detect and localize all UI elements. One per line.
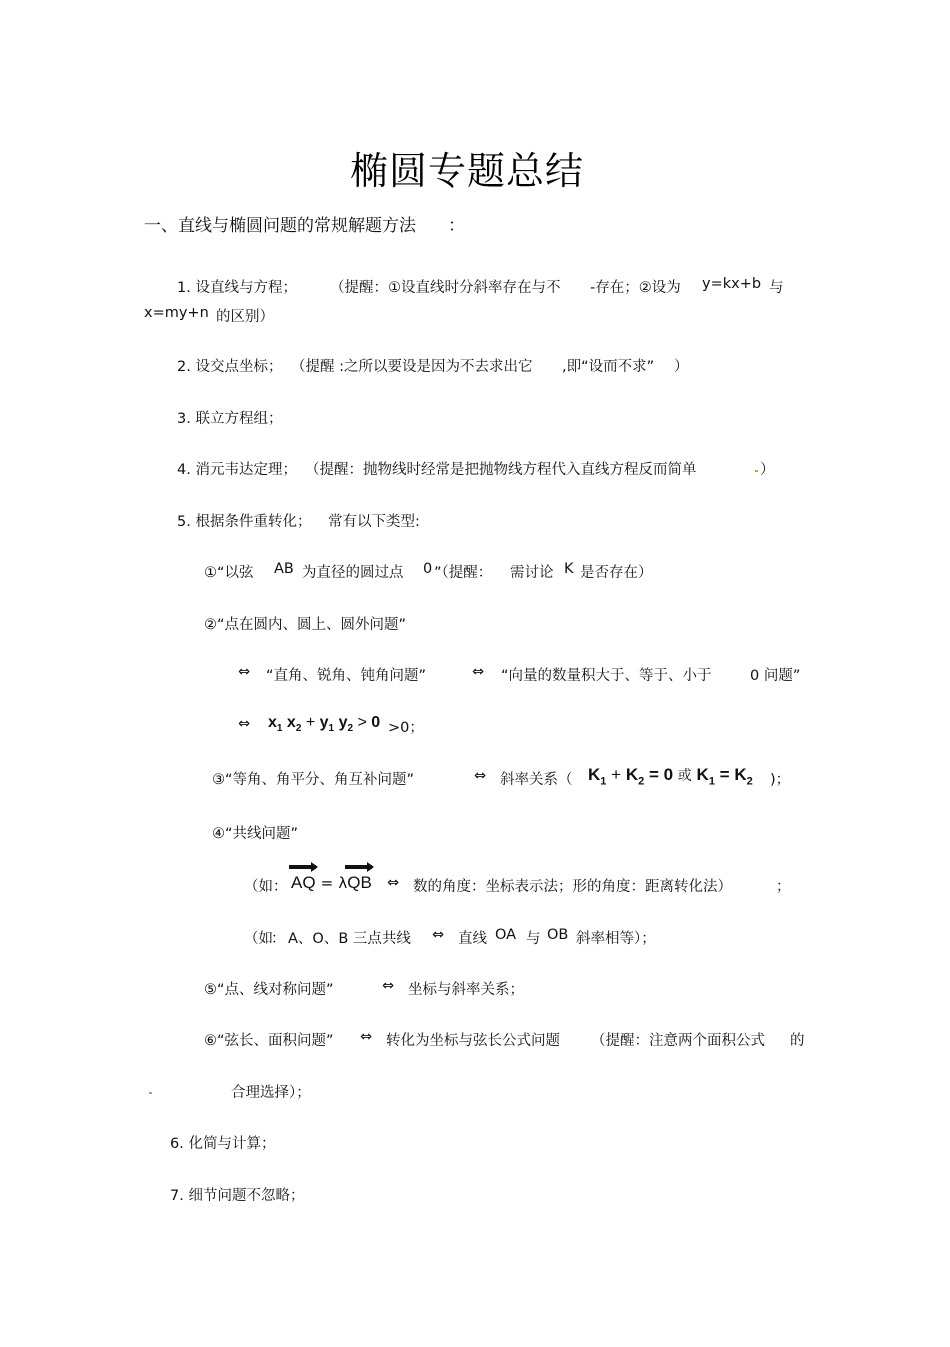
case-5-b: 坐标与斜率关系； xyxy=(408,982,524,998)
case-3-slope: 斜率关系（ xyxy=(500,772,573,788)
case-4b-d: 与 xyxy=(526,931,541,947)
step-1-note-2: -存在；②设为 xyxy=(590,280,681,296)
iff-symbol: ⇔ xyxy=(387,875,400,891)
slope-formula: $K_1 + K_2 = 0$ 或 $K_1 = K_2$ xyxy=(588,765,753,788)
case-1-e: ”（提醒： xyxy=(434,565,493,581)
step-2-close: ） xyxy=(674,359,689,375)
vector-aq: AQ xyxy=(291,873,316,893)
case-2a-text-2: “向量的数量积大于、等于、小于 xyxy=(501,668,712,684)
case-3-text: ③“等角、角平分、角互补问题” xyxy=(212,772,415,788)
case-1-c: 为直径的圆过点 xyxy=(302,565,404,581)
step-2-note-2: ,即“设而不求” xyxy=(562,359,655,375)
page-title: 椭圆专题总结 xyxy=(350,149,585,193)
case-6-continued: 合理选择）； xyxy=(231,1085,311,1101)
stray-dot xyxy=(755,470,758,472)
case-4b-e: OB xyxy=(547,927,569,943)
step-2-note: （提醒 :之所以要设是因为不去求出它 xyxy=(291,359,533,375)
case-4b-colon: ： xyxy=(271,931,286,947)
dot-product-formula: $x_1$ $x_2 + y_1$ $y_2 > 0$ xyxy=(268,714,381,735)
case-6-b: 转化为坐标与弦长公式问题 xyxy=(386,1033,560,1049)
case-4b-text: A、O、B 三点共线 xyxy=(288,931,411,947)
case-1-b: AB xyxy=(274,561,294,577)
step-1-tail: 的区别） xyxy=(216,309,274,325)
step-1-note: （提醒：①设直线时分斜率存在与不 xyxy=(330,280,561,296)
section-heading: 一、直线与椭圆问题的常规解题方法 xyxy=(144,216,416,236)
step-5-label: 5. 根据条件重转化； xyxy=(177,514,312,530)
formula-tail: >0； xyxy=(388,720,424,736)
step-4-close: ） xyxy=(760,462,775,478)
vector-qb: QB xyxy=(347,873,372,893)
case-2a-text-3: 0 问题” xyxy=(750,668,801,684)
case-6-text: ⑥“弦长、面积问题” xyxy=(204,1033,334,1049)
step-2-label: 2. 设交点坐标； xyxy=(177,359,283,375)
lambda-symbol: λ xyxy=(338,874,348,892)
iff-symbol: ⇔ xyxy=(432,927,445,943)
case-4b-b: 直线 xyxy=(458,931,487,947)
case-1-f: 需讨论 xyxy=(510,565,554,581)
case-2a-text: “直角、锐角、钝角问题” xyxy=(266,668,427,684)
case-2: ②“点在圆内、圆上、圆外问题” xyxy=(204,617,407,633)
iff-symbol: ⇔ xyxy=(472,664,485,680)
step-4-note: （提醒：抛物线时经常是把抛物线方程代入直线方程反而简单 xyxy=(305,462,697,478)
case-5-text: ⑤“点、线对称问题” xyxy=(204,982,334,998)
iff-symbol: ⇔ xyxy=(360,1029,373,1045)
case-1-g: K xyxy=(564,561,574,577)
vector-equation: AQ = λ QB xyxy=(291,873,372,893)
case-4a-open: （如： xyxy=(244,879,288,895)
step-6: 6. 化简与计算； xyxy=(170,1136,276,1152)
step-3: 3. 联立方程组； xyxy=(177,411,283,427)
case-1-a: ①“以弦 xyxy=(204,565,254,581)
case-1-h: 是否存在） xyxy=(580,565,653,581)
step-1-label: 1. 设直线与方程； xyxy=(177,280,297,296)
step-5-note: 常有以下类型: xyxy=(328,514,420,530)
iff-symbol: ⇔ xyxy=(238,716,251,732)
case-4b-open: （如 xyxy=(244,931,273,947)
case-3-close: )； xyxy=(770,772,791,788)
step-7: 7. 细节问题不忽略； xyxy=(170,1188,305,1204)
case-4: ④“共线问题” xyxy=(212,826,299,842)
case-4b-f: 斜率相等）； xyxy=(576,931,656,947)
case-6-d: 的 xyxy=(790,1033,805,1049)
step-4-label: 4. 消元韦达定理； xyxy=(177,462,297,478)
iff-symbol: ⇔ xyxy=(382,978,395,994)
case-4b-c: OA xyxy=(495,927,517,943)
iff-symbol: ⇔ xyxy=(474,768,487,784)
case-6-c: （提醒：注意两个面积公式 xyxy=(591,1033,765,1049)
case-4a-semi: ； xyxy=(776,879,791,895)
iff-symbol: ⇔ xyxy=(238,664,251,680)
step-1-formula-1: y=kx+b xyxy=(702,276,762,292)
section-heading-colon: ： xyxy=(448,216,465,236)
step-1-formula-2: x=my+n xyxy=(144,305,209,321)
case-1-d: 0 xyxy=(423,561,433,577)
stray-dot xyxy=(149,1092,152,1094)
case-4a-text: 数的角度：坐标表示法；形的角度：距离转化法） xyxy=(413,879,732,895)
step-1-and: 与 xyxy=(769,280,784,296)
